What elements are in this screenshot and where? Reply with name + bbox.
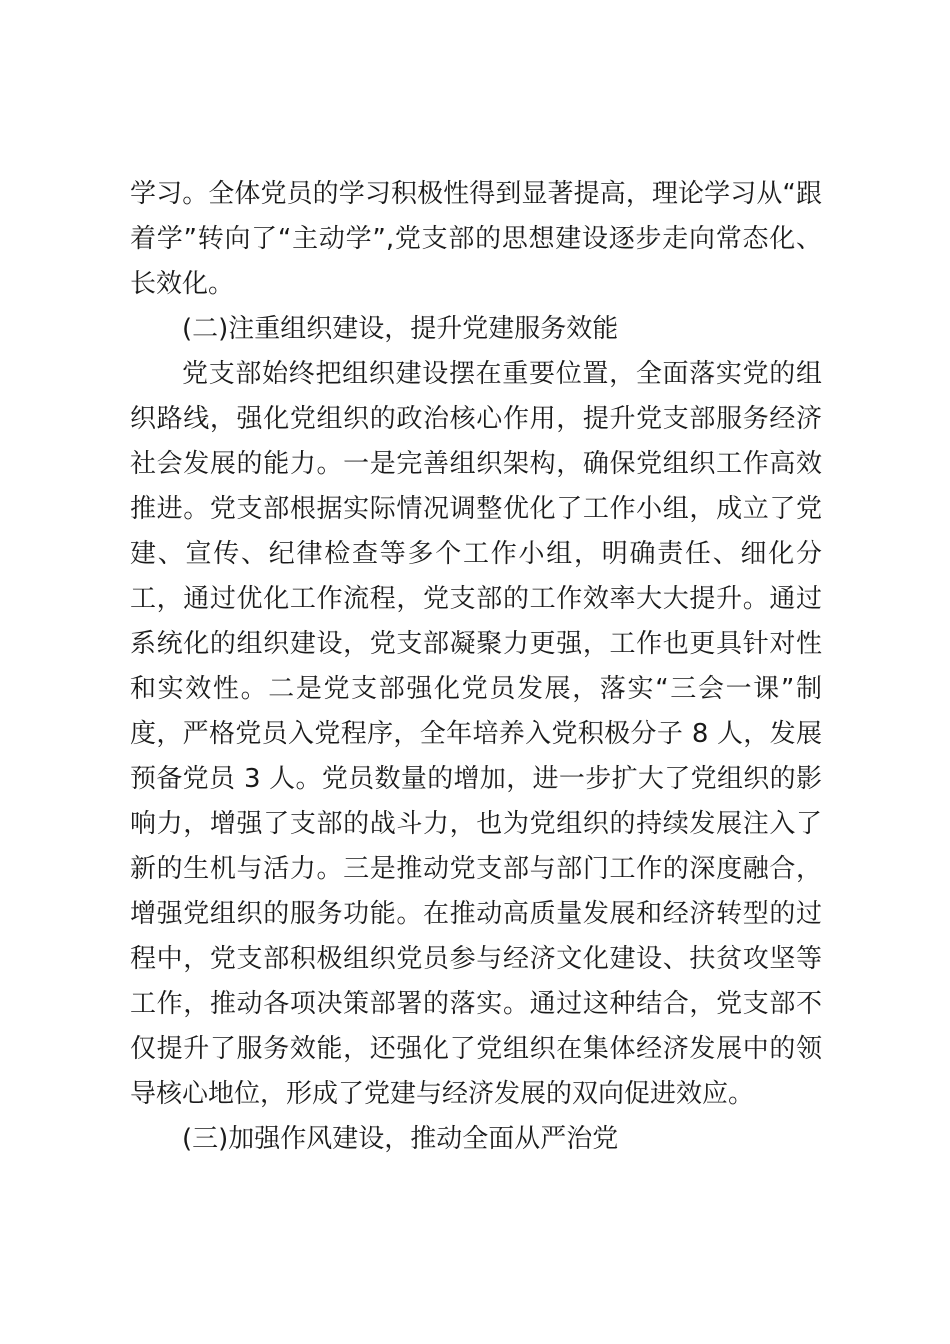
section-heading-3: (三)加强作风建设，推动全面从严治党 <box>182 1124 619 1154</box>
document-body <box>130 172 822 1162</box>
paragraph-continued: 学习。全体党员的学习积极性得到显著提高，理论学习从“跟着学”转向了“主动学”,党支部的思想建设逐步走向常态化、长效化。 <box>130 179 822 299</box>
section-heading-2: (二)注重组织建设，提升党建服务效能 <box>182 314 619 344</box>
paragraph-organization: 党支部始终把组织建设摆在重要位置，全面落实党的组织路线，强化党组织的政治核心作用，提升党支部服务经济社会发展的能力。一是完善组织架构，确保党组织工作高效推进。党支部根据实际情况调整优化了工作小组，成立了党建、宣传、纪律检查等多个工作小组，明确责任、细化分工，通过优化工作流程，党支部的工作效率大大提升。通过系统化的组织建设，党支部凝聚力更强，工作也更具针对性和实效性。二是党支部强化党员发展，落实“三会一课”制度，严格党员入党程序，全年培养入党积极分子 8 人，发展预备党员 3 人。党员数量的增加，进一步扩大了党组织的影响力，增强了支部的战斗力，也为党组织的持续发展注入了新的生机与活力。三是推动党支部与部门工作的深度融合，增强党组织的服务功能。在推动高质量发展和经济转型的过程中，党支部积极组织党员参与经济文化建设、扶贫攻坚等工作，推动各项决策部署的落实。通过这种结合，党支部不仅提升了服务效能，还强化了党组织在集体经济发展中的领导核心地位，形成了党建与经济发展的双向促进效应。 <box>130 359 822 1109</box>
